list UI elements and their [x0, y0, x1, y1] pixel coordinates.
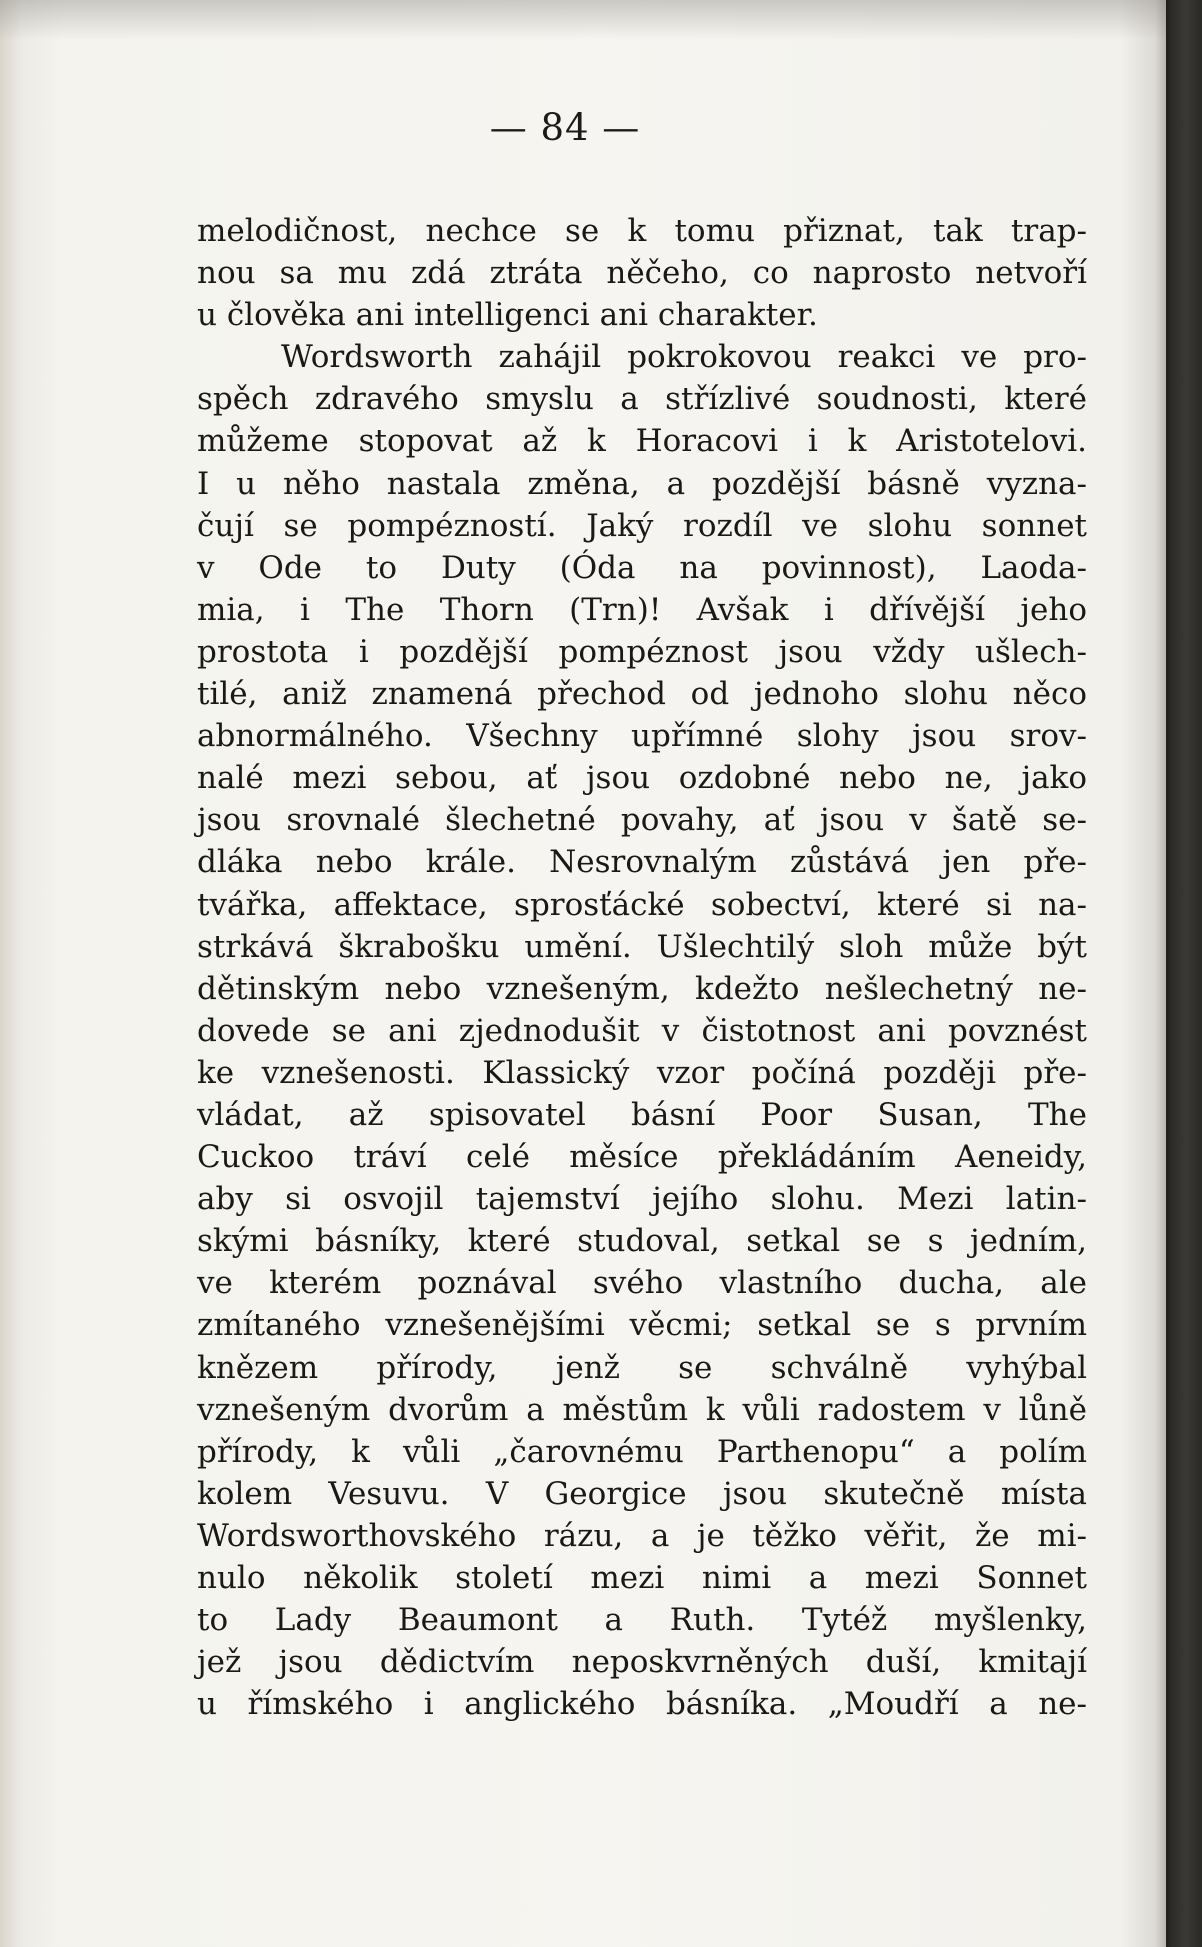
text-line: skými básníky, které studoval, setkal se s jedním, [197, 1223, 1087, 1260]
book-gutter [1166, 0, 1202, 1947]
text-line: tvářka, affektace, sprosťácké sobectví, které si na- [197, 886, 1087, 923]
text-line: přírody, k vůli „čarovnému Parthenopu“ a polím [197, 1433, 1087, 1470]
text-line: Wordsworthovského rázu, a je těžko věřit, že mi- [197, 1517, 1087, 1554]
text-line: melodičnost, nechce se k tomu přiznat, tak trap- [197, 213, 1087, 249]
text-line: mia, i The Thorn (Trn)! Avšak i dřívější jeho [197, 591, 1087, 628]
text-line: vládat, až spisovatel básní Poor Susan, The [197, 1096, 1087, 1133]
text-line: abnormálného. Všechny upřímné slohy jsou srov- [197, 718, 1087, 755]
text-line: u římského i anglického básníka. „Moudří a ne- [197, 1686, 1087, 1723]
text-line: nalé mezi sebou, ať jsou ozdobné nebo ne, jako [197, 760, 1087, 797]
text-line: Cuckoo tráví celé měsíce překládáním Aeneidy, [197, 1139, 1087, 1176]
text-line: v Ode to Duty (Óda na povinnost), Laoda- [197, 549, 1087, 586]
text-line: Wordsworth zahájil pokrokovou reakci ve pro- [281, 339, 1087, 376]
text-line: u člověka ani intelligenci ani charakter. [197, 297, 818, 334]
text-line: jež jsou dědictvím neposkvrněných duší, kmitají [197, 1644, 1087, 1681]
text-line: jsou srovnalé šlechetné povahy, ať jsou v šatě se- [197, 802, 1087, 839]
page-number: — 84 — [489, 106, 641, 149]
text-line: nou sa mu zdá ztráta něčeho, co naprosto netvoří [197, 255, 1087, 292]
text-line: knězem přírody, jenž se schválně vyhýbal [197, 1349, 1087, 1386]
text-line: I u něho nastala změna, a pozdější básně vyzna- [197, 465, 1087, 502]
text-line: zmítaného vznešenějšími věcmi; setkal se s prvním [197, 1307, 1087, 1344]
text-line: tilé, aniž znamená přechod od jednoho slohu něco [197, 676, 1087, 713]
text-line: dětinským nebo vznešeným, kdežto nešlechetný ne- [197, 970, 1087, 1007]
text-line: to Lady Beaumont a Ruth. Tytéž myšlenky, [197, 1602, 1087, 1639]
text-line: aby si osvojil tajemství jejího slohu. Mezi latin- [197, 1181, 1087, 1218]
text-line: dovede se ani zjednodušit v čistotnost ani povznést [197, 1012, 1087, 1049]
text-line: nulo několik století mezi nimi a mezi Sonnet [197, 1560, 1087, 1596]
body-text [197, 210, 1087, 1725]
text-line: můžeme stopovat až k Horacovi i k Aristotelovi. [197, 423, 1087, 460]
text-line: vznešeným dvorům a městům k vůli radostem v lůně [197, 1391, 1087, 1428]
text-line: spěch zdravého smyslu a střízlivé soudnosti, které [197, 381, 1087, 418]
text-line: ve kterém poznával svého vlastního ducha, ale [197, 1265, 1087, 1302]
text-line: ke vznešenosti. Klassický vzor počíná později pře- [197, 1054, 1087, 1091]
page-top-shadow [0, 0, 1202, 40]
text-line: čují se pompézností. Jaký rozdíl ve slohu sonnet [197, 507, 1087, 544]
text-line: dláka nebo krále. Nesrovnalým zůstává jen pře- [197, 844, 1087, 881]
text-line: prostota i pozdější pompéznost jsou vždy ušlech- [197, 633, 1087, 670]
text-line: strkává škrabošku umění. Ušlechtilý sloh může být [197, 928, 1087, 965]
text-line: kolem Vesuvu. V Georgice jsou skutečně místa [197, 1475, 1087, 1512]
